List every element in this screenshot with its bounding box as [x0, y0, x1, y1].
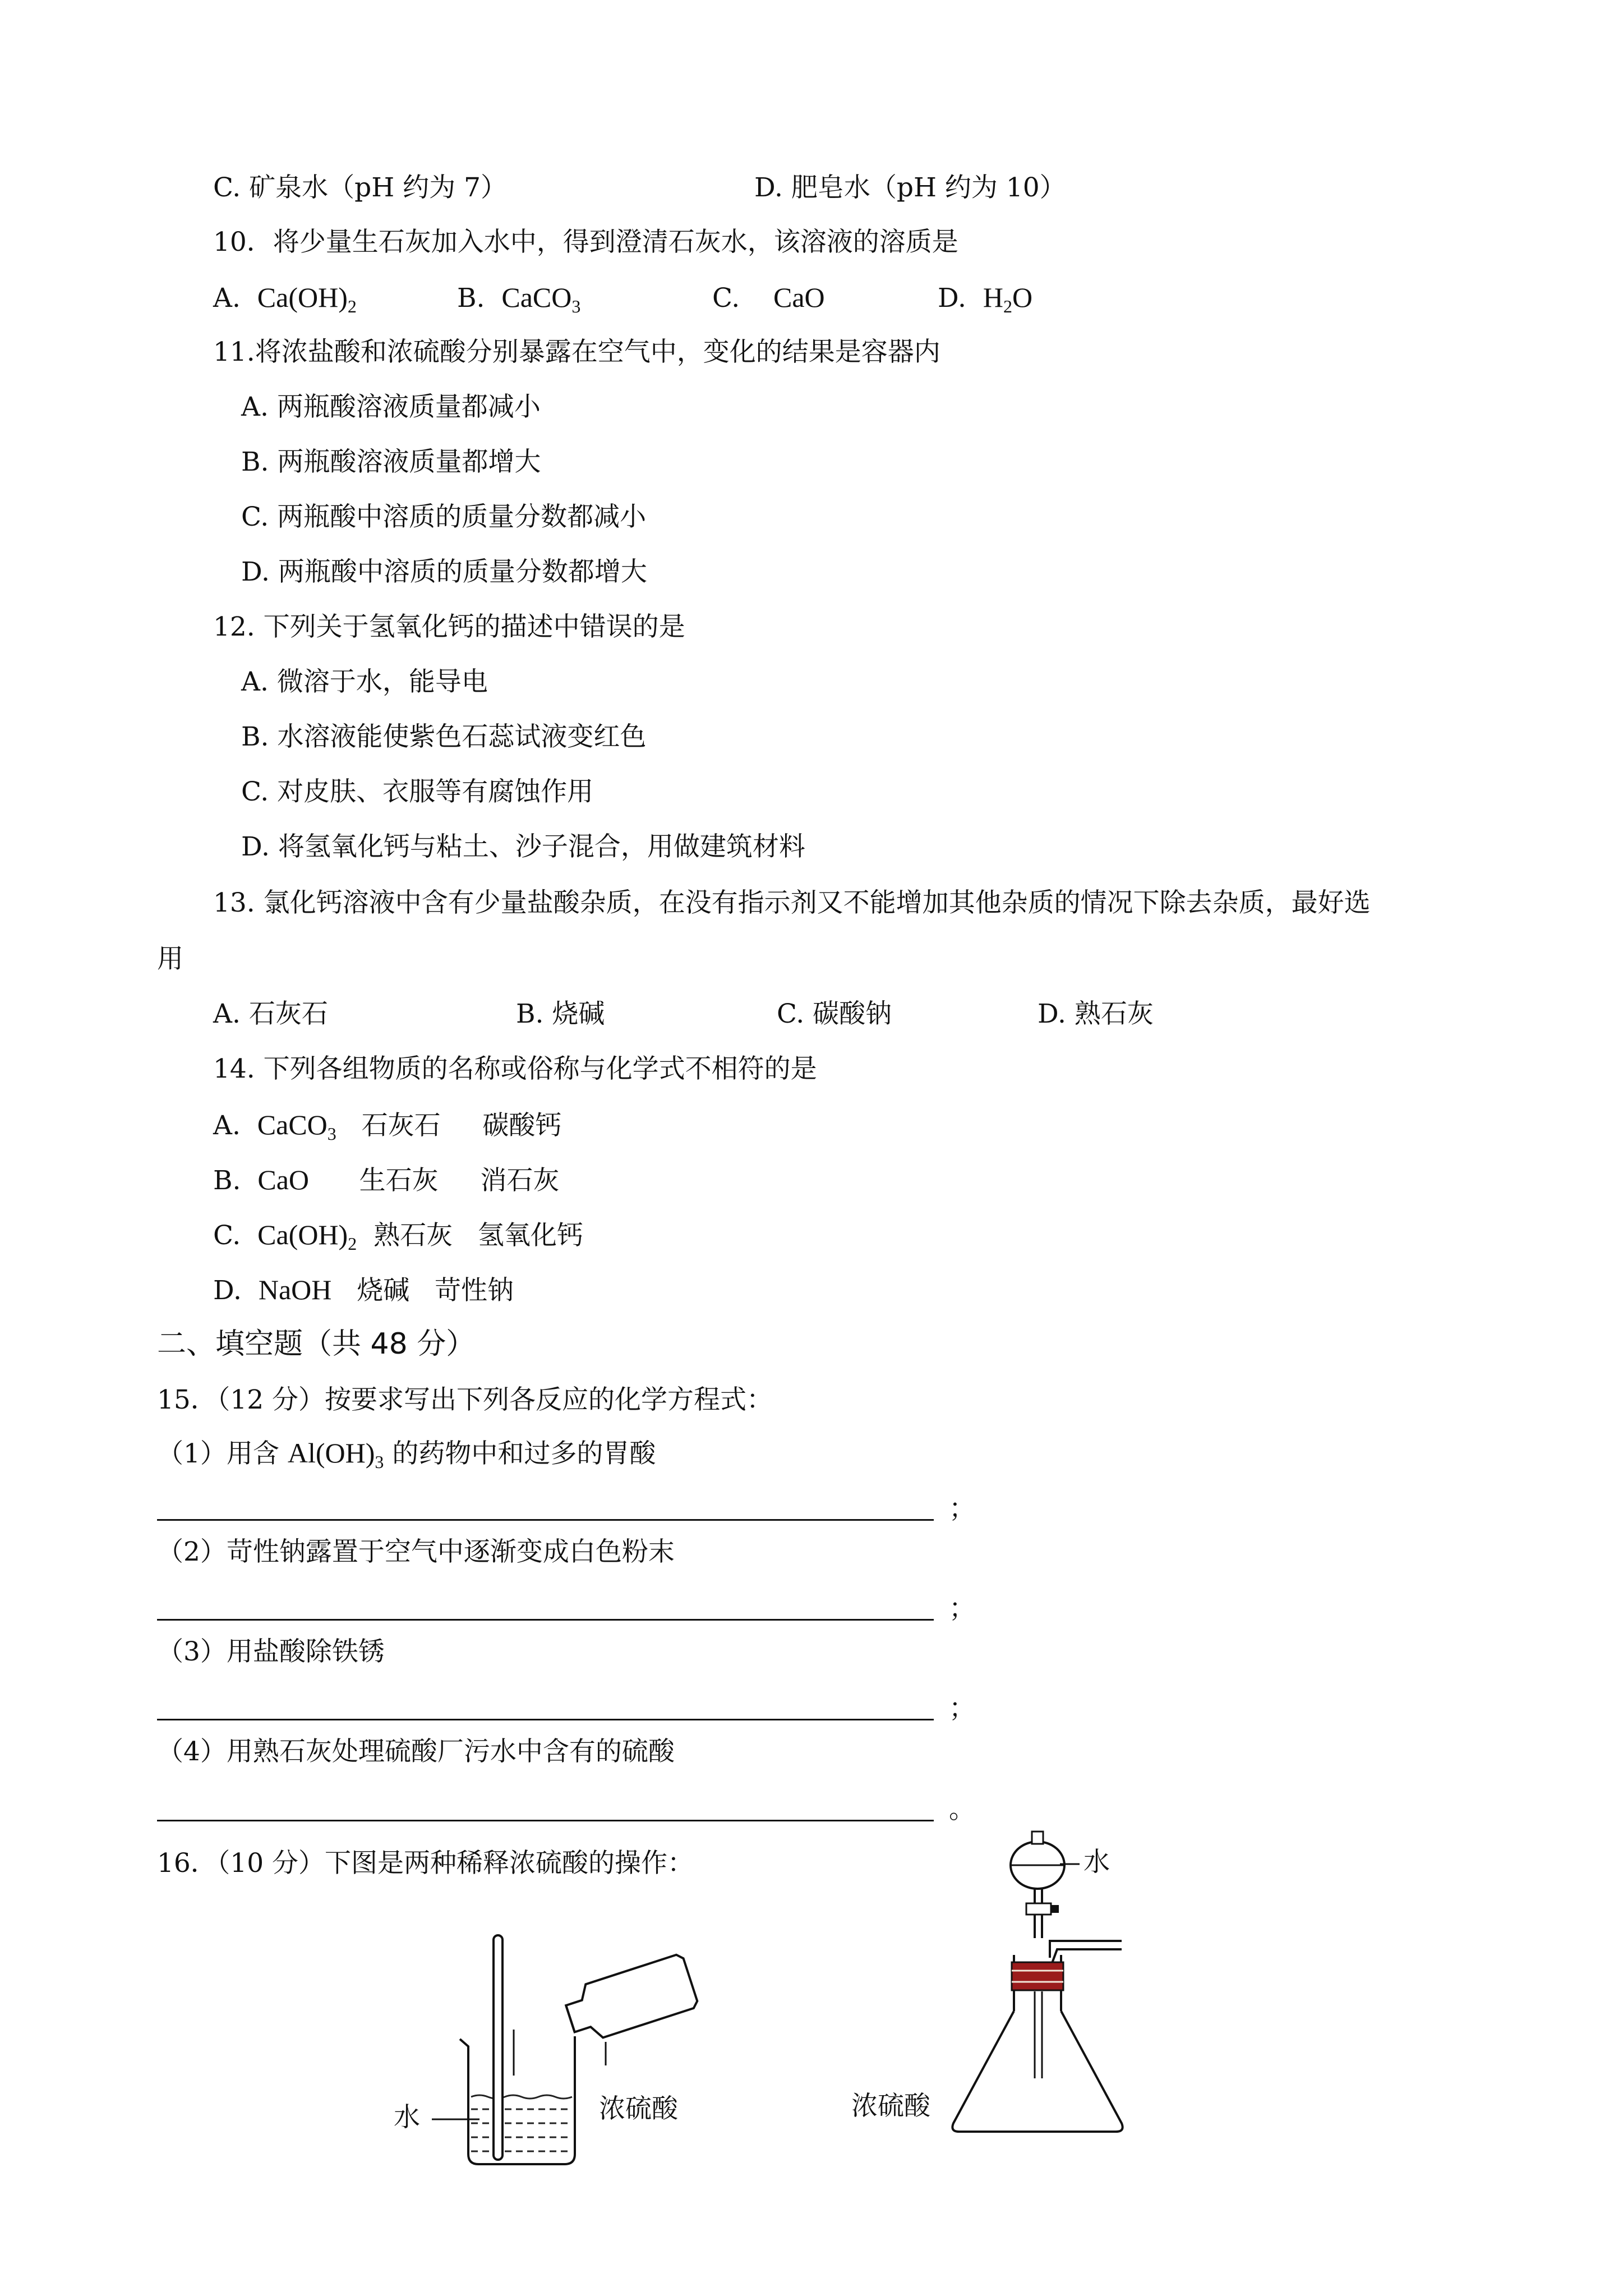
q15-semicolon-1: ；	[949, 1493, 975, 1524]
q15-part-4: （4）用熟石灰处理硫酸厂污水中含有的硫酸	[157, 1736, 675, 1767]
q13-option-c: C. 碳酸钠	[777, 999, 892, 1029]
q10-stem: 10．将少量生石灰加入水中，得到澄清石灰水，该溶液的溶质是	[213, 227, 958, 257]
conical-flask	[952, 2011, 1122, 2132]
rubber-stopper	[1012, 1962, 1063, 1990]
q13-option-a: A. 石灰石	[213, 999, 328, 1029]
q12-stem: 12. 下列关于氢氧化钙的描述中错误的是	[213, 611, 685, 642]
figure2-label-water: 水	[1083, 1847, 1110, 1878]
q9-option-c: C. 矿泉水（pH 约为 7）	[213, 172, 508, 203]
glass-rod	[494, 1935, 502, 2160]
q13-stem-line1: 13. 氯化钙溶液中含有少量盐酸杂质，在没有指示剂又不能增加其他杂质的情况下除去杂质，最好选	[213, 887, 1371, 918]
q9-option-d: D. 肥皂水（pH 约为 10）	[754, 172, 1066, 203]
q15-semicolon-2: ；	[949, 1593, 975, 1624]
q12-option-a: A. 微溶于水，能导电	[241, 666, 488, 697]
q14-option-d: D. NaOH 烧碱 苛性钠	[213, 1274, 514, 1306]
q14-stem: 14. 下列各组物质的名称或俗称与化学式不相符的是	[213, 1053, 817, 1084]
q11-stem: 11.将浓盐酸和浓硫酸分别暴露在空气中，变化的结果是容器内	[213, 337, 940, 367]
q15-part-2: （2）苛性钠露置于空气中逐渐变成白色粉末	[157, 1536, 675, 1567]
beaker	[460, 2036, 575, 2164]
q14-option-a: A. CaCO$_3$ 石灰石 碳酸钙	[213, 1109, 562, 1144]
q15-part-3: （3）用盐酸除铁锈	[157, 1636, 385, 1667]
q15-part-1: （1）用含 $Al(OH)_3$ 的药物中和过多的胃酸	[157, 1437, 656, 1472]
q11-option-a: A. 两瓶酸溶液质量都减小	[241, 392, 541, 422]
q13-option-b: B. 烧碱	[516, 999, 605, 1029]
q15-answer-line-2[interactable]	[157, 1619, 934, 1621]
q16-stem: 16．（10 分）下图是两种稀释浓硫酸的操作：	[157, 1848, 694, 1879]
q12-option-b: B. 水溶液能使紫色石蕊试液变红色	[241, 721, 647, 752]
q15-answer-line-1[interactable]	[157, 1519, 934, 1521]
q15-answer-line-3[interactable]	[157, 1719, 934, 1720]
figure-flask-dilution	[942, 1826, 1144, 2151]
figure-beaker-dilution	[381, 1918, 707, 2199]
q11-option-c: C. 两瓶酸中溶质的质量分数都减小	[241, 501, 647, 532]
q12-option-c: C. 对皮肤、衣服等有腐蚀作用	[241, 776, 594, 807]
q15-semicolon-3: ；	[949, 1693, 975, 1724]
figure2-label-acid: 浓硫酸	[851, 2091, 930, 2122]
q11-option-d: D. 两瓶酸中溶质的质量分数都增大	[241, 556, 647, 587]
q14-option-b: B. CaO 生石灰 消石灰	[213, 1164, 560, 1196]
q10-option-c: C. CaO	[712, 282, 825, 314]
q10-option-b: B. CaCO$_3$	[457, 282, 581, 316]
water-in-beaker	[471, 2095, 572, 2151]
q10-option-a: A. $Ca(OH)_2$	[213, 282, 357, 316]
q15-period: 。	[949, 1794, 975, 1825]
stopcock	[1026, 1903, 1051, 1915]
q15-stem: 15．（12 分）按要求写出下列各反应的化学方程式：	[157, 1384, 773, 1415]
q15-answer-line-4[interactable]	[157, 1820, 934, 1821]
q11-option-b: B. 两瓶酸溶液质量都增大	[241, 447, 541, 477]
figure1-label-acid: 浓硫酸	[599, 2093, 678, 2124]
reagent-bottle	[561, 1953, 699, 2046]
q10-option-d: D. $H_2O$	[938, 282, 1033, 316]
section-2-title: 二、填空题（共 48 分）	[157, 1327, 476, 1361]
q12-option-d: D. 将氢氧化钙与粘土、沙子混合，用做建筑材料	[241, 831, 805, 862]
figure1-label-water: 水	[394, 2102, 420, 2133]
q14-option-c: C. $Ca(OH)_2$ 熟石灰 氢氧化钙	[213, 1219, 583, 1254]
q13-stem-line2: 用	[157, 944, 183, 974]
q13-option-d: D. 熟石灰	[1038, 999, 1154, 1029]
